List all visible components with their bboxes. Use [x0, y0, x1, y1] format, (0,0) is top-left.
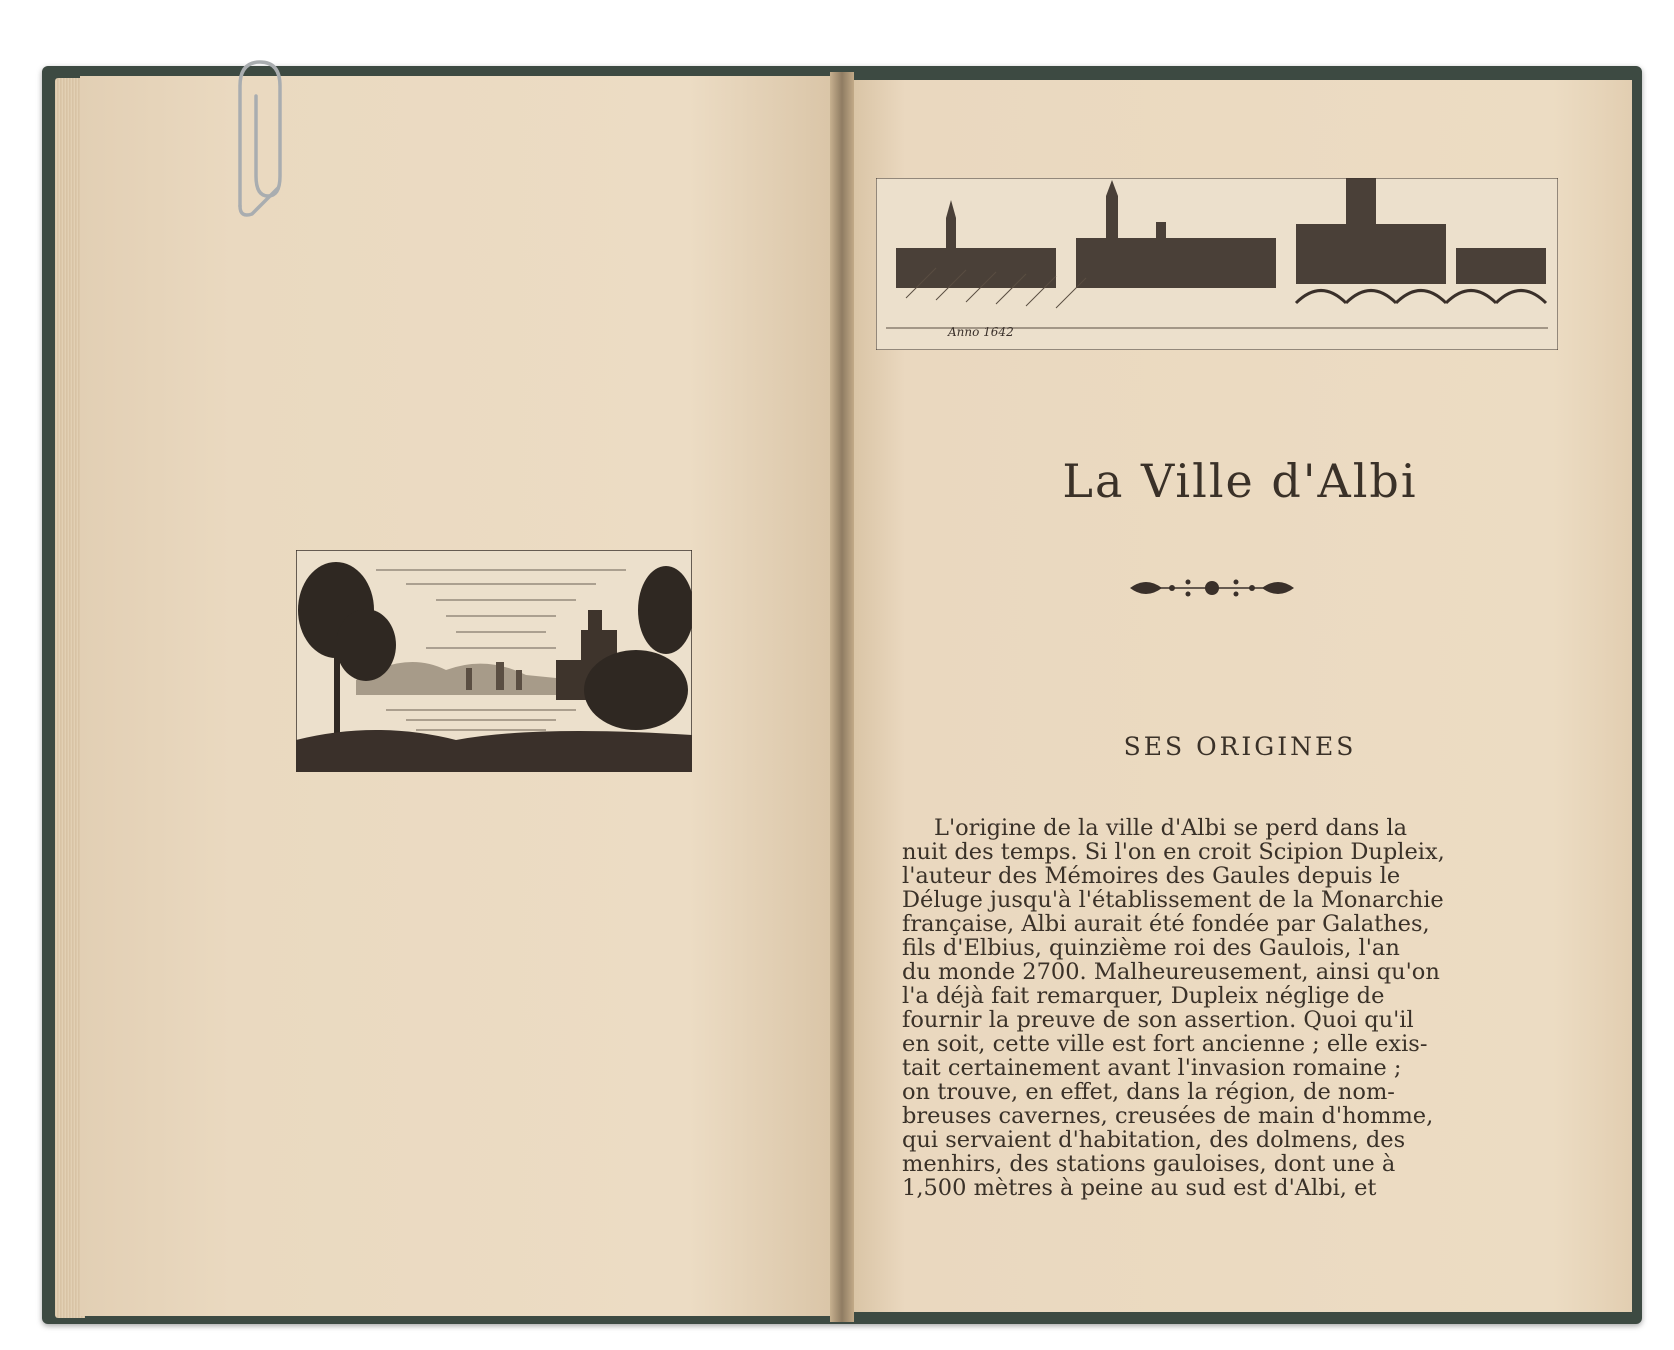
landscape-engraving-icon	[296, 550, 692, 772]
body-line: du monde 2700. Malheureusement, ainsi qu'on	[902, 959, 1440, 985]
body-line: breuses cavernes, creusées de main d'homme,	[902, 1103, 1434, 1129]
body-line: fournir la preuve de son assertion. Quoi qu'il	[902, 1007, 1414, 1033]
panorama-caption: Anno 1642	[948, 325, 1014, 339]
body-line: fils d'Elbius, quinzième roi des Gaulois, l'an	[902, 935, 1400, 961]
body-paragraph	[902, 816, 1520, 1200]
paperclip-icon	[220, 56, 320, 226]
body-line: on trouve, en effet, dans la région, de nom-	[902, 1079, 1395, 1105]
body-line: l'a déjà fait remarquer, Dupleix néglige de	[902, 983, 1385, 1009]
body-line: 1,500 mètres à peine au sud est d'Albi, et	[902, 1175, 1377, 1201]
body-line: française, Albi aurait été fondée par Galathes,	[902, 911, 1430, 937]
body-line: Déluge jusqu'à l'établissement de la Monarchie	[902, 887, 1444, 913]
body-line: en soit, cette ville est fort ancienne ; elle exis-	[902, 1031, 1428, 1057]
book-gutter	[830, 72, 854, 1322]
body-line: tait certainement avant l'invasion romaine ;	[902, 1055, 1402, 1081]
body-line: L'origine de la ville d'Albi se perd dans la	[934, 815, 1408, 841]
floral-ornament-icon	[1126, 570, 1298, 606]
body-line: qui servaient d'habitation, des dolmens, des	[902, 1127, 1406, 1153]
body-line: menhirs, des stations gauloises, dont une à	[902, 1151, 1396, 1177]
section-heading: SES ORIGINES	[1123, 732, 1357, 761]
city-panorama-engraving-icon	[876, 178, 1558, 350]
body-line: l'auteur des Mémoires des Gaules depuis le	[902, 863, 1401, 889]
page-title: La Ville d'Albi	[1062, 454, 1418, 508]
body-line: nuit des temps. Si l'on en croit Scipion Dupleix,	[902, 839, 1445, 865]
